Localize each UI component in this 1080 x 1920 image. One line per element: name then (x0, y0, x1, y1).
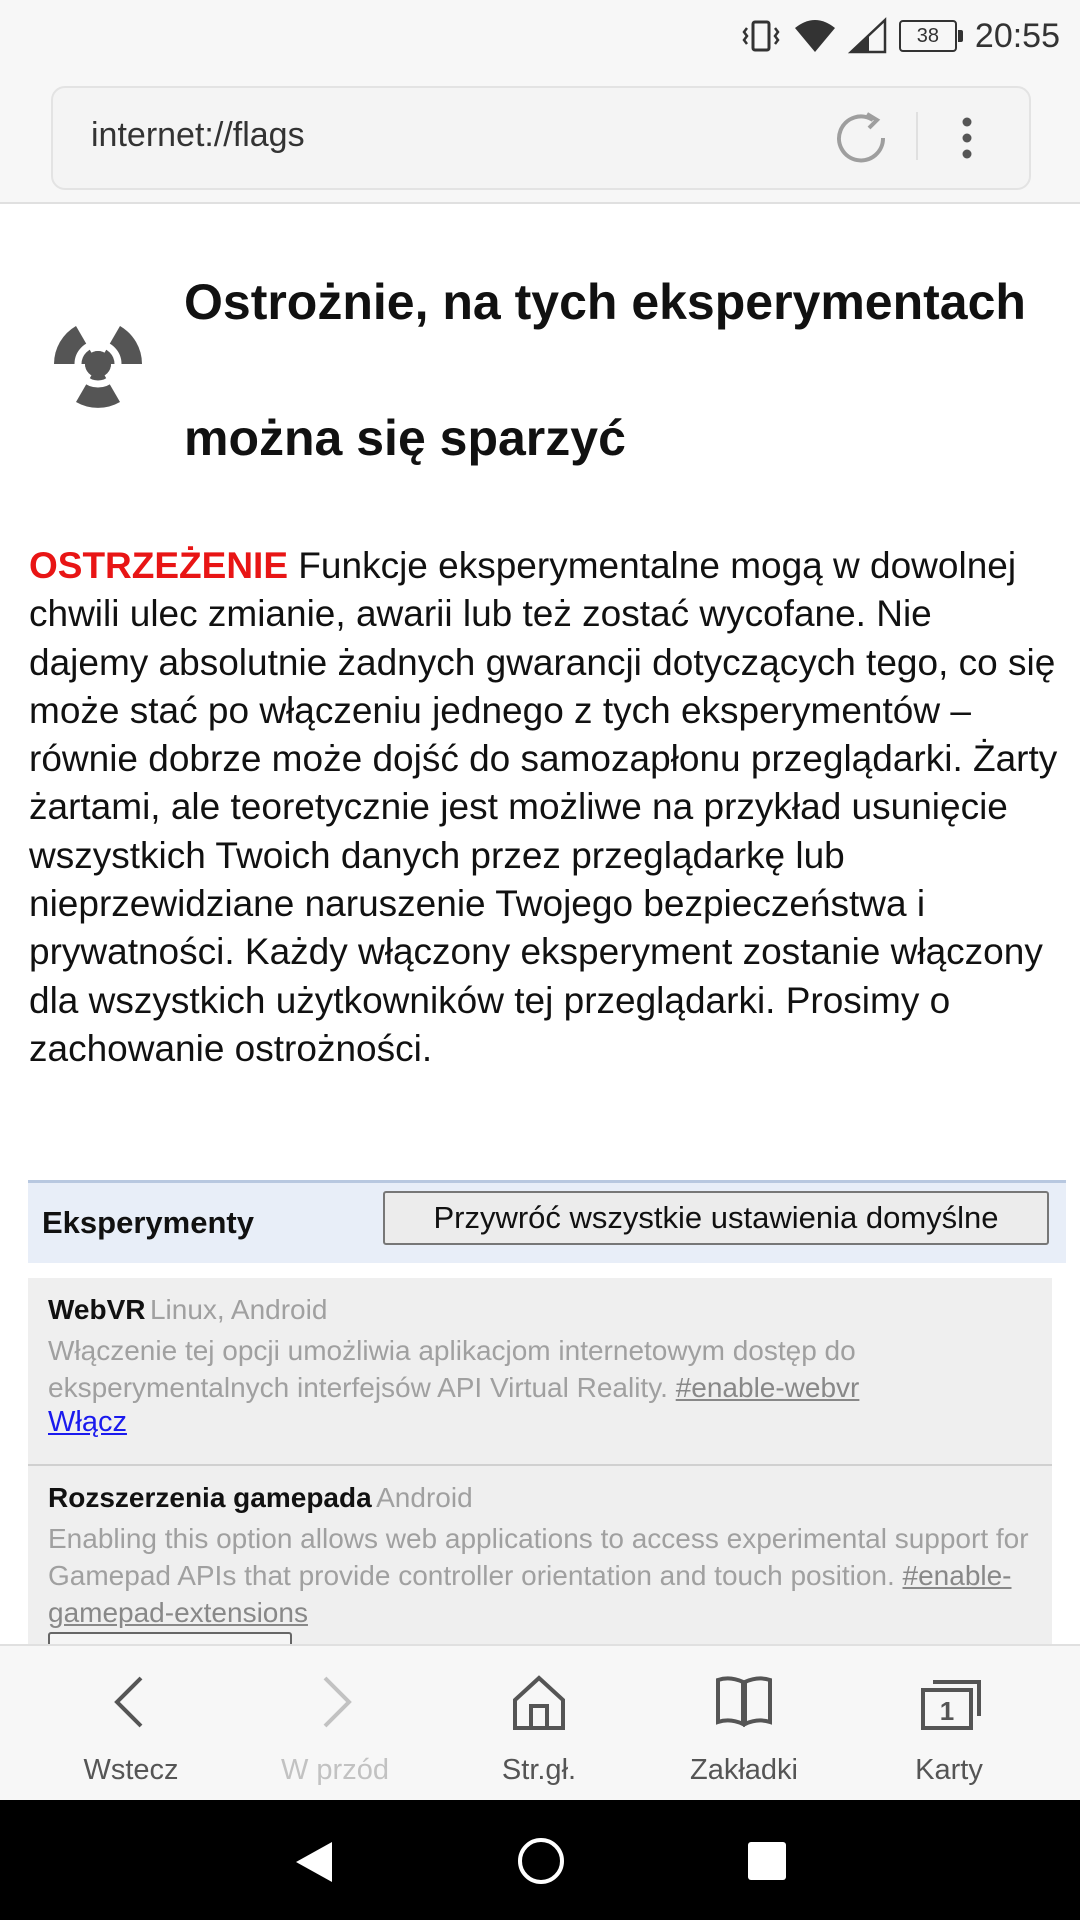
tabs-button[interactable] (846, 1646, 1052, 1802)
forward-button[interactable] (232, 1646, 438, 1802)
tabs-label: Karty (915, 1754, 983, 1786)
book-icon (714, 1672, 774, 1732)
system-recents-icon[interactable] (746, 1840, 788, 1882)
experiment-item-gamepad (28, 1466, 1052, 1666)
vibrate-icon (741, 18, 781, 54)
experiment-heading (48, 1482, 473, 1514)
experiment-heading (48, 1294, 327, 1326)
signal-icon (849, 18, 887, 54)
back-button[interactable] (28, 1646, 234, 1802)
enable-link[interactable]: Włącz (48, 1406, 127, 1438)
experiment-anchor-link[interactable]: #enable-gamepad-extensions (48, 1560, 1012, 1628)
bookmarks-label: Zakładki (690, 1754, 798, 1786)
experiment-platforms: Android (376, 1482, 473, 1513)
warning-paragraph (29, 542, 1059, 1073)
back-label: Wstecz (83, 1754, 179, 1786)
experiment-description-text: Enabling this option allows web applications to access experimental support for Gamepad APIs that provide controller orientation and touch position. (48, 1523, 1029, 1591)
warning-text: Funkcje eksperymentalne mogą w dowolnej chwili ulec zmianie, awarii lub też zostać wycofane. Nie dajemy absolutnie żadnych gwarancji dotyczących tego, co się może stać po włączeniu jednego z tych eksperymentów – równie dobrze może dojść do samozapłonu przeglądarki. Żarty żartami, ale teoretycznie jest możliwe na przykład usunięcie wszystkich Twoich danych przez przeglądarkę lub nieprzewidziane naruszenie Twojego bezpieczeństwa i prywatności. Każdy włączony eksperyment zostanie włączony dla wszystkich użytkowników tej przeglądarki. Prosimy o zachowanie ostrożności. (29, 545, 1058, 1069)
tab-count: 1 (939, 1696, 955, 1726)
reload-icon[interactable] (833, 110, 889, 166)
wifi-icon (793, 18, 837, 54)
url-divider (916, 112, 918, 160)
browser-toolbar (0, 72, 1080, 204)
system-back-icon[interactable] (292, 1838, 336, 1886)
warning-label: OSTRZEŻENIE (29, 545, 289, 586)
overflow-menu-icon[interactable] (957, 112, 977, 164)
system-home-icon[interactable] (516, 1836, 566, 1886)
experiment-platforms: Linux, Android (149, 1294, 328, 1325)
page-title: Ostrożnie, na tych eksperymentach można się sparzyć (184, 274, 1026, 466)
experiments-header (28, 1180, 1066, 1263)
battery-level: 38 (916, 25, 940, 47)
tabs-icon (919, 1672, 983, 1732)
status-icons (741, 14, 1060, 58)
chevron-left-icon (101, 1672, 161, 1732)
bottom-toolbar (0, 1644, 1080, 1802)
experiments-title: Eksperymenty (42, 1205, 254, 1240)
experiment-description (48, 1520, 1038, 1631)
experiment-name: Rozszerzenia gamepada (48, 1482, 372, 1513)
reset-all-button[interactable]: Przywróć wszystkie ustawienia domyślne (383, 1191, 1049, 1245)
bookmarks-button[interactable] (641, 1646, 847, 1802)
experiment-item-webvr (28, 1278, 1052, 1466)
clock: 20:55 (974, 16, 1060, 55)
system-navigation-bar (0, 1800, 1080, 1920)
status-bar (0, 0, 1080, 72)
experiment-anchor-link[interactable]: #enable-webvr (675, 1372, 860, 1403)
url-text[interactable]: internet://flags (91, 116, 305, 154)
url-bar[interactable] (51, 86, 1031, 190)
forward-label: W przód (281, 1754, 389, 1786)
experiment-description (48, 1332, 1038, 1406)
battery-icon (899, 20, 957, 52)
page-content (0, 204, 1080, 1644)
home-button[interactable] (436, 1646, 642, 1802)
radiation-icon (38, 304, 158, 424)
chevron-right-icon (305, 1672, 365, 1732)
experiment-description-text: Włączenie tej opcji umożliwia aplikacjom internetowym dostęp do eksperymentalnych interfejsów API Virtual Reality. (48, 1335, 856, 1403)
home-label: Str.gł. (501, 1754, 577, 1786)
home-icon (509, 1672, 569, 1732)
experiment-name: WebVR (48, 1294, 146, 1325)
